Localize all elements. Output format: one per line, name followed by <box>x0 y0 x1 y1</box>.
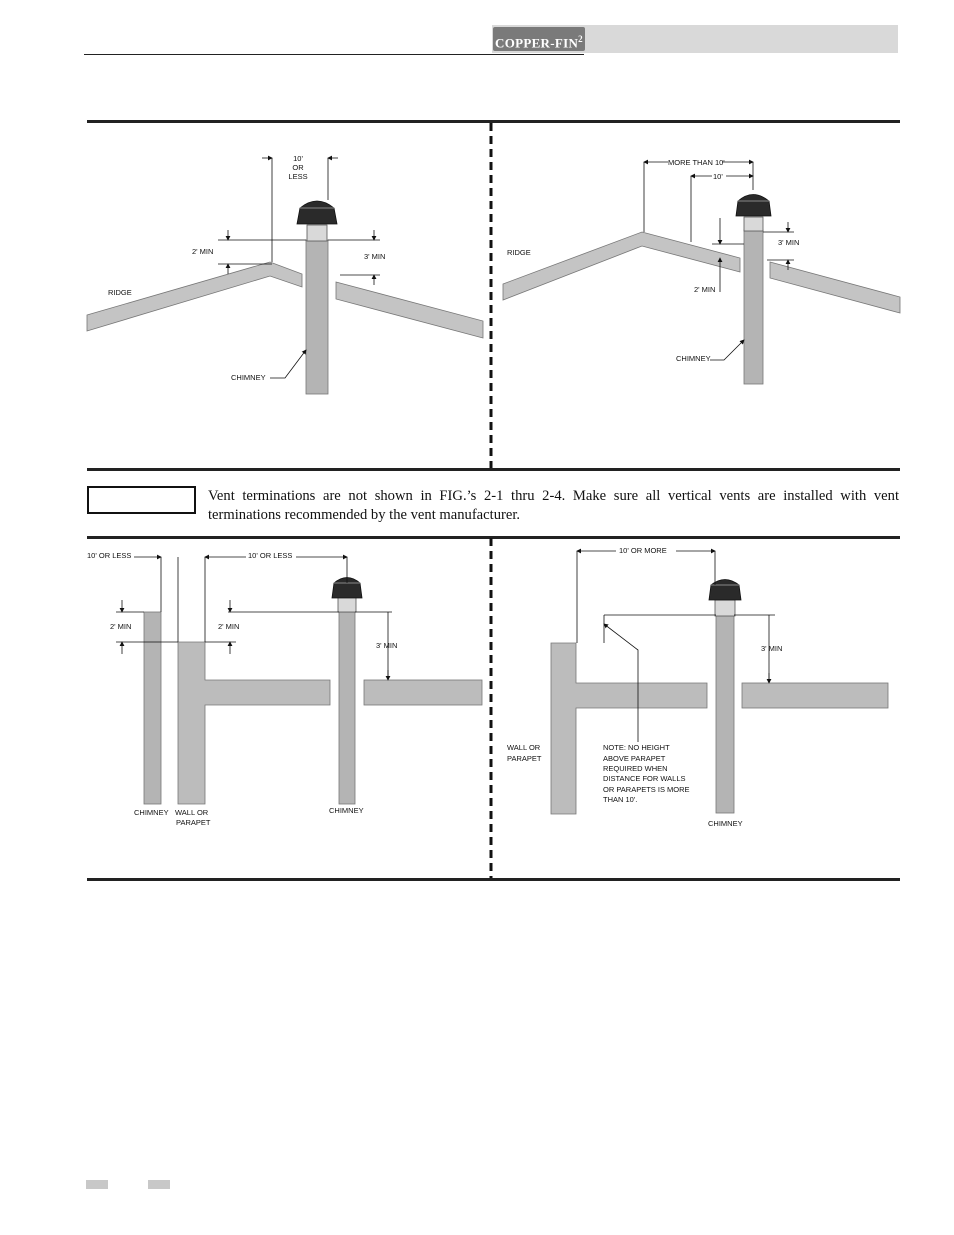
fig2-label-chimney: CHIMNEY <box>676 354 711 363</box>
note-text: Vent terminations are not shown in FIG.’s 2-1 thru 2-4. Make sure all vertical vents are installed with vent terminations recommended by the vent manufacturer. <box>208 488 899 523</box>
fig3-label-2min-right: 2' MIN <box>218 622 240 631</box>
fig2-vent-cap <box>736 195 771 217</box>
fig3-label-chimney-left: CHIMNEY <box>134 808 169 817</box>
fig2-dim-10-text: 10' <box>713 172 723 181</box>
fig4-note-1: NOTE: NO HEIGHT <box>603 743 670 752</box>
fig2-chimney-leader <box>710 340 744 360</box>
fig1-chimney-pipe <box>306 240 328 394</box>
fig2-cap-collar <box>744 217 763 231</box>
fig2-label-3min: 3' MIN <box>778 238 800 247</box>
fig3-label-wall-2: PARAPET <box>176 818 211 827</box>
fig3-chimney-right <box>339 612 355 804</box>
fig1-dim-top-1: 10' <box>293 154 303 163</box>
fig4-roof-right <box>742 683 888 708</box>
fig3-dim-right-text: 10' OR LESS <box>248 551 293 560</box>
fig4-vent-cap <box>709 580 741 601</box>
fig3-chimney-left <box>144 612 161 804</box>
fig1-label-ridge: RIDGE <box>108 288 132 297</box>
fig1-label-chimney: CHIMNEY <box>231 373 266 382</box>
figure-2 <box>503 158 900 384</box>
fig3-label-3min: 3' MIN <box>376 641 398 650</box>
fig2-label-ridge: RIDGE <box>507 248 531 257</box>
fig1-vent-cap <box>297 201 337 224</box>
fig1-label-3min: 3' MIN <box>364 252 386 261</box>
fig2-roof-right <box>770 262 900 313</box>
fig1-roof-right <box>336 282 483 338</box>
fig3-roof-right <box>364 680 482 705</box>
fig2-label-2min: 2' MIN <box>694 285 716 294</box>
fig3-dim-left-text: 10' OR LESS <box>87 551 132 560</box>
figure-4 <box>507 546 888 828</box>
figure-3 <box>87 551 482 827</box>
fig2-dim-more-text: MORE THAN 10' <box>668 158 725 167</box>
logo-text: COPPER-FIN <box>495 35 579 51</box>
fig4-note-4: DISTANCE FOR WALLS <box>603 774 686 783</box>
fig4-note-2: ABOVE PARAPET <box>603 754 666 763</box>
fig3-cap-collar <box>338 597 356 612</box>
fig1-dim-top-2: OR <box>292 163 304 172</box>
fig3-wall-parapet <box>178 642 330 804</box>
fig4-label-3min: 3' MIN <box>761 644 783 653</box>
fig4-label-chimney: CHIMNEY <box>708 819 743 828</box>
fig4-label-wall-2: PARAPET <box>507 754 542 763</box>
fig4-note-6: THAN 10'. <box>603 795 638 804</box>
fig4-cap-collar <box>715 600 735 616</box>
fig3-label-2min-left: 2' MIN <box>110 622 132 631</box>
fig4-note-3: REQUIRED WHEN <box>603 764 668 773</box>
figure-1 <box>87 154 483 394</box>
logo-superscript: 2 <box>578 34 583 44</box>
fig4-label-wall-1: WALL OR <box>507 743 541 752</box>
fig1-label-2min: 2' MIN <box>192 247 214 256</box>
fig4-note-5: OR PARAPETS IS MORE <box>603 785 690 794</box>
fig2-chimney-pipe <box>744 230 763 384</box>
fig1-cap-collar <box>307 225 327 241</box>
fig3-label-wall-1: WALL OR <box>175 808 209 817</box>
fig4-dim-top-text: 10' OR MORE <box>619 546 667 555</box>
fig1-dim-top-3: LESS <box>288 172 308 181</box>
fig3-label-chimney-right: CHIMNEY <box>329 806 364 815</box>
fig1-chimney-leader <box>270 350 306 378</box>
fig4-chimney-pipe <box>716 615 734 813</box>
